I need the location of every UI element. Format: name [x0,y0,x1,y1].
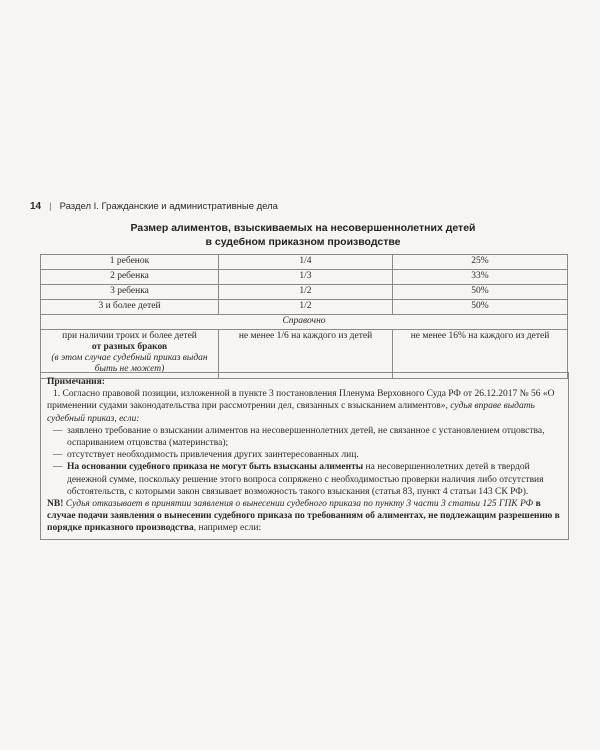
children-count-cell: 3 ребенка [41,285,219,300]
section-title: Раздел I. Гражданские и административные дела [59,201,278,212]
percent-cell: 25% [393,255,568,270]
dash-marker: — [53,462,63,473]
notes-box [40,372,569,540]
list-item-text: заявлено требование о взыскании алиментов на несовершеннолетних детей, не связанное с установлением отцовства, оспариванием отцовства (материнства); [67,425,545,449]
percent-cell: 50% [393,285,568,300]
dash-marker: — [53,425,63,436]
list-item-text [67,461,562,498]
table-row [41,300,568,315]
special-line-1: при наличии троих и более детей [62,331,197,341]
children-count-cell: 2 ребенка [41,270,219,285]
share-cell: 1/4 [219,255,393,270]
special-line-3: (в этом случае судебный приказ выдан [51,353,208,363]
list-item [47,425,562,449]
table-title-line-1: Размер алиментов, взыскиваемых на несовершеннолетних детей [130,222,476,234]
note-1-italic: судья вправе выдать судебный приказ, если: [47,401,535,424]
nb-paragraph [47,498,562,535]
alimony-table [40,254,568,379]
nb-label: NB! [47,499,64,510]
page-header [30,201,576,212]
list-item-bold: На основании судебного приказа не могут быть взысканы алименты [67,462,364,473]
reference-label: Справочно [41,315,568,330]
special-percent-cell: не менее 16% на каждого из детей [393,330,568,379]
nb-italic: Судья отказывает в принятии заявления о вынесении судебного приказа по пункту 3 части 3 статьи 125 ГПК РФ [63,499,534,510]
list-item [47,461,562,498]
note-paragraph-1 [47,388,562,425]
notes-heading: Примечания: [47,377,105,387]
special-share-cell: не менее 1/6 на каждого из детей [219,330,393,379]
special-line-4: быть не может) [94,364,165,374]
table-title-line-2: в судебном приказном производстве [205,235,401,248]
list-item [47,449,562,461]
table-row [41,285,568,300]
children-count-cell: 1 ребенок [41,255,219,270]
share-cell: 1/2 [219,285,393,300]
list-item-rest: на несовершеннолетних детей в твердой денежной сумме, поскольку решение этого вопроса сопряжено с необходимостью проверки наличия либо отсутствия обстоятельств, с которыми закон связывает возможность такого взыскания (статья 83, пункт 4 статьи 143 СК РФ). [67,462,544,497]
note-1-text: 1. Согласно правовой позиции, изложенной в пункте 3 постановления Пленума Верховного Суда РФ от 26.12.2017 № 56 «О применении судами законодательства при рассмотрении дел, связанных с взысканием алиментов», [47,389,555,412]
header-separator: | [49,201,52,212]
list-item-text: отсутствует необходимость привлечения других заинтересованных лиц. [67,450,359,461]
table-row [41,255,568,270]
percent-cell: 50% [393,300,568,315]
nb-end: , например если: [193,523,262,534]
table-title [40,222,566,249]
table-row [41,270,568,285]
page-number: 14 [30,201,42,212]
share-cell: 1/2 [219,300,393,315]
reference-row [41,315,568,330]
dash-marker: — [53,450,63,461]
nb-bold: в случае подачи заявления о вынесении судебного приказа по требованиям об алиментах, не подлежащим разрешению в порядке приказного производства [47,499,560,534]
special-line-2: от разных браков [91,342,168,352]
percent-cell: 33% [393,270,568,285]
share-cell: 1/3 [219,270,393,285]
children-count-cell: 3 и более детей [41,300,219,315]
